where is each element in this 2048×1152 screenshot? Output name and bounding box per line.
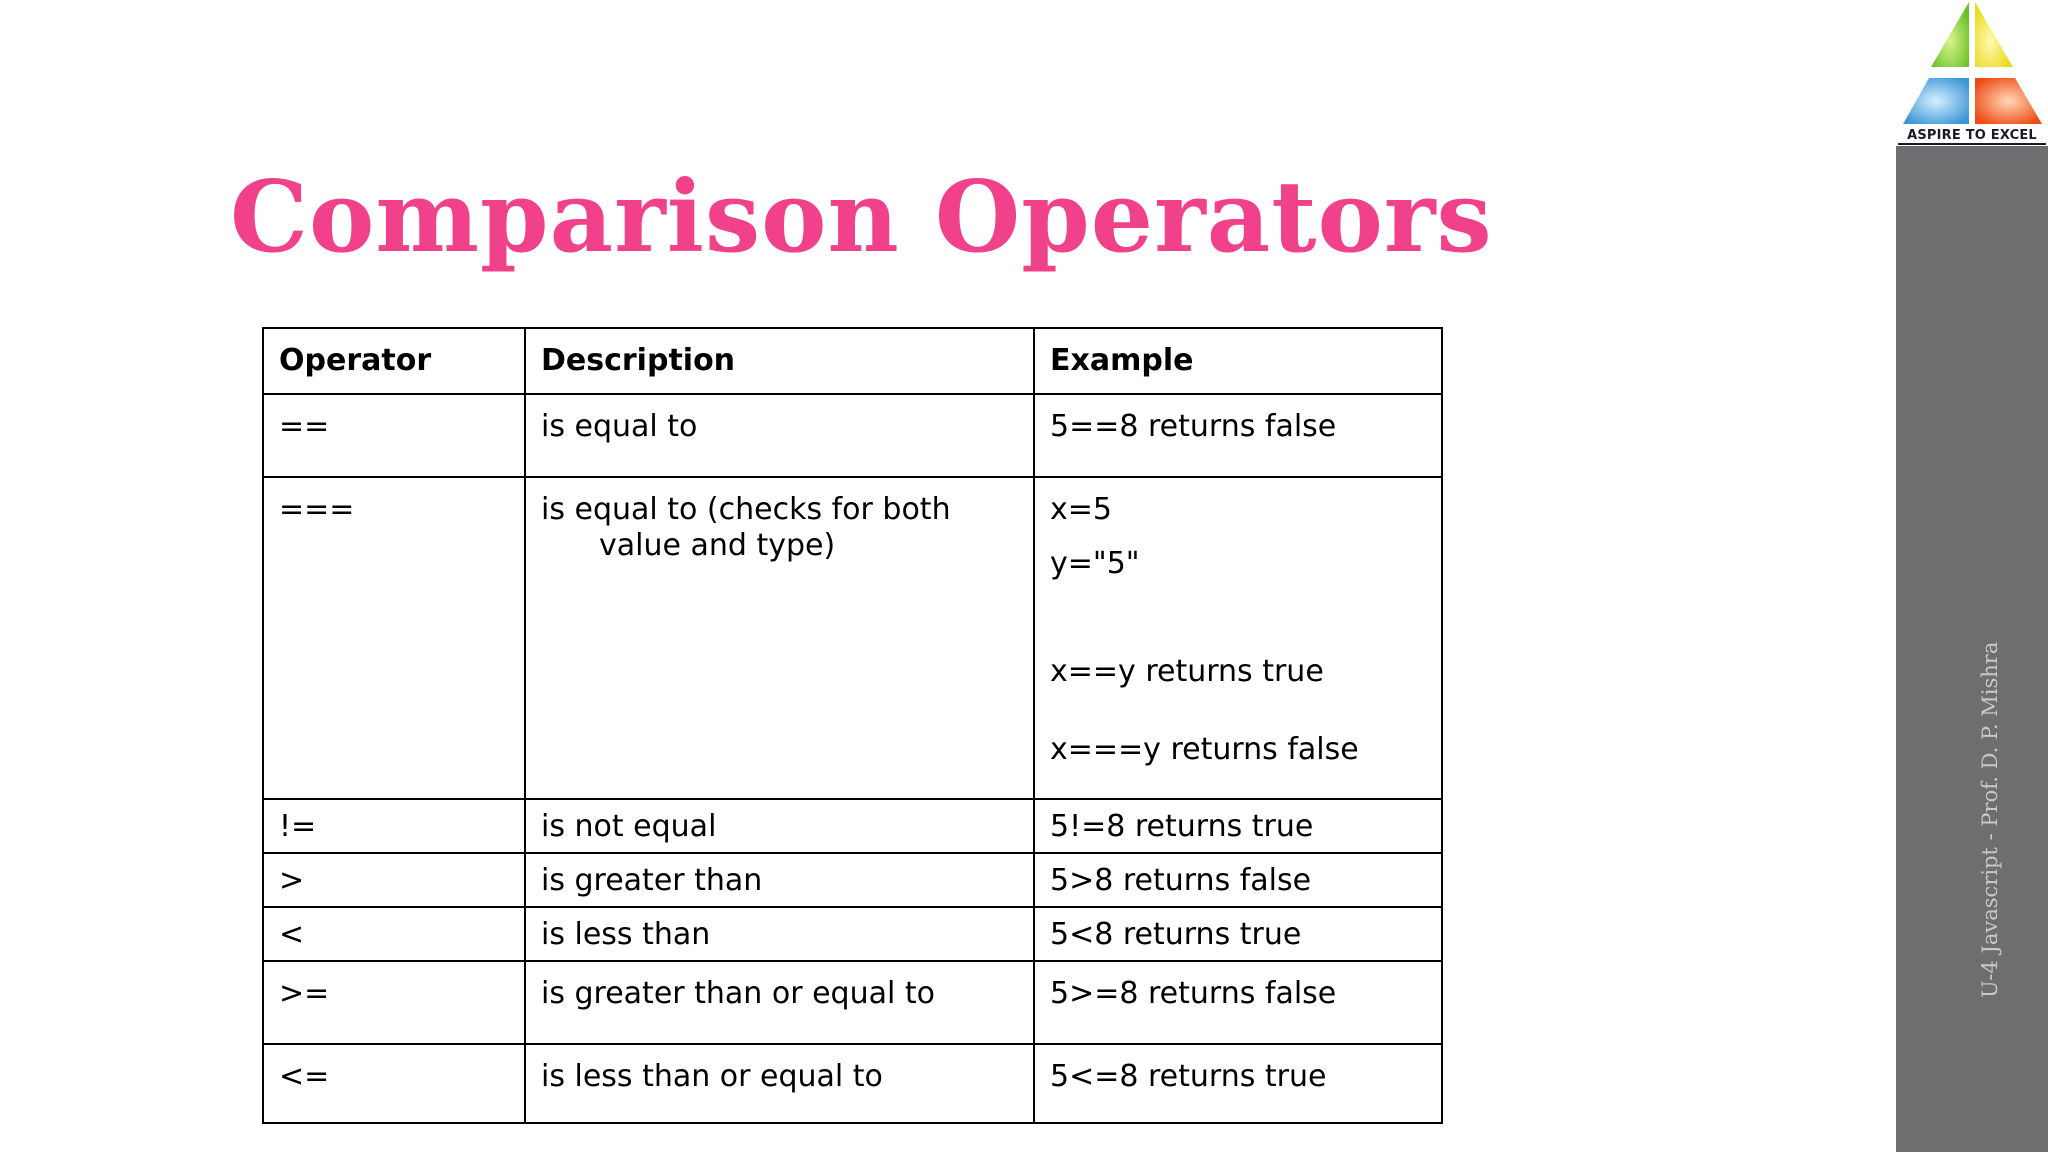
example-cell (1034, 477, 1442, 799)
operator-cell: > (263, 853, 525, 907)
example-cell: 5<=8 returns true (1034, 1044, 1442, 1123)
table-row (263, 907, 1442, 961)
logo-caption: ASPIRE TO EXCEL (1907, 128, 2037, 143)
pyramid-logo-icon (1896, 0, 2048, 128)
description-cell: is greater than or equal to (525, 961, 1034, 1044)
operator-cell: === (263, 477, 525, 799)
operator-cell: != (263, 799, 525, 853)
description-cell: is equal to (525, 394, 1034, 477)
vertical-footer-text: U-4 Javascript - Prof. D. P. Mishra (1978, 641, 2002, 998)
logo-underline (1898, 143, 2046, 145)
example-line: x==y returns true (1050, 654, 1324, 689)
table-row (263, 853, 1442, 907)
example-line: y="5" (1050, 546, 1140, 581)
description-cell: is not equal (525, 799, 1034, 853)
description-line: value and type) (599, 528, 836, 563)
header-operator: Operator (263, 328, 525, 394)
table-row (263, 1044, 1442, 1123)
example-cell: 5>8 returns false (1034, 853, 1442, 907)
operators-table (262, 327, 1443, 1124)
operator-cell: <= (263, 1044, 525, 1123)
description-cell: is less than (525, 907, 1034, 961)
page-title: Comparison Operators (230, 160, 1493, 275)
description-cell (525, 477, 1034, 799)
header-example: Example (1034, 328, 1442, 394)
example-cell: 5<8 returns true (1034, 907, 1442, 961)
description-cell: is less than or equal to (525, 1044, 1034, 1123)
table-header-row (263, 328, 1442, 394)
table-row (263, 799, 1442, 853)
example-cell: 5==8 returns false (1034, 394, 1442, 477)
example-cell: 5>=8 returns false (1034, 961, 1442, 1044)
example-line: x=5 (1050, 492, 1112, 527)
table-row (263, 477, 1442, 799)
table-row (263, 961, 1442, 1044)
description-cell: is greater than (525, 853, 1034, 907)
logo (1896, 0, 2048, 146)
right-sidebar (1896, 0, 2048, 1152)
example-line: x===y returns false (1050, 732, 1359, 767)
operator-cell: == (263, 394, 525, 477)
table-row (263, 394, 1442, 477)
operator-cell: >= (263, 961, 525, 1044)
operator-cell: < (263, 907, 525, 961)
header-description: Description (525, 328, 1034, 394)
description-line: is equal to (checks for both (541, 492, 951, 527)
example-cell: 5!=8 returns true (1034, 799, 1442, 853)
